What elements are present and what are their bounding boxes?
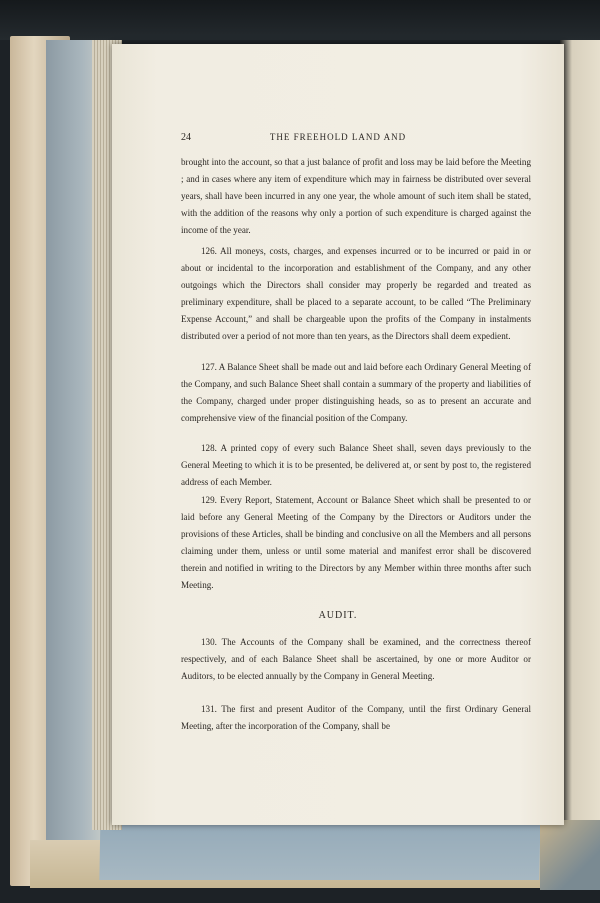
paragraph-131: 131. The first and present Auditor of the Company, until the first Ordinary General Meeting, after the incorporation of the Company, shall be (181, 704, 531, 731)
background-top (0, 0, 600, 40)
paragraph-129: 129. Every Report, Statement, Account or Balance Sheet which shall be presented to or laid before any General Meeting of the Company by the Directors or Auditors under the provisions of these Articles, shall be binding and conclusive on all the Members and all persons claiming under them, unless or until some material and manifest error shall be discovered therein and notified in writing to the Directors by any Member within three months after such Meeting. (181, 495, 531, 590)
torn-corner (540, 820, 600, 890)
paragraph-130: 130. The Accounts of the Company shall be examined, and the correctness thereof respectively, and of each Balance Sheet shall be ascertained, by one or more Auditor or Auditors, to be elected annually by the Company in General Meeting. (181, 637, 531, 681)
paragraph-128: 128. A printed copy of every such Balance Sheet shall, seven days previously to the General Meeting to which it is to be presented, be delivered at, or sent by post to, the registered address of each Member. (181, 443, 531, 487)
paragraph-126: 126. All moneys, costs, charges, and expenses incurred or to be incurred or paid in or about or incidental to the incorporation and establishment of the Company, and any other outgoings which the Directors shall consider may properly be regarded and treated as preliminary expenditure, shall be placed to a separate account, to be called “The Preliminary Expense Account,” and shall be chargeable upon the profits of the Company in instalments distributed over a period of not more than ten years, as the Directors shall deem expedient. (181, 246, 531, 341)
page-number: 24 (181, 132, 191, 143)
section-heading-audit: AUDIT. (318, 610, 358, 621)
paragraph-127: 127. A Balance Sheet shall be made out and laid before each Ordinary General Meeting of the Company, and such Balance Sheet shall contain a summary of the property and liabilities of the Company, charged under proper distinguishing heads, so as to present an accurate and comprehensive view of the financial position of the Company. (181, 362, 531, 423)
running-head: THE FREEHOLD LAND AND (269, 132, 407, 142)
paragraph-continued: brought into the account, so that a just balance of profit and loss may be laid before the Meeting ; and in cases where any item of expenditure which may in fairness be distributed over several years, shall have been incurred in any one year, the whole amount of such item shall be stated, with the addition of the reasons why only a portion of such expenditure is charged against the income of the year. (181, 157, 531, 235)
facing-page (560, 40, 600, 830)
book-page (112, 44, 564, 825)
